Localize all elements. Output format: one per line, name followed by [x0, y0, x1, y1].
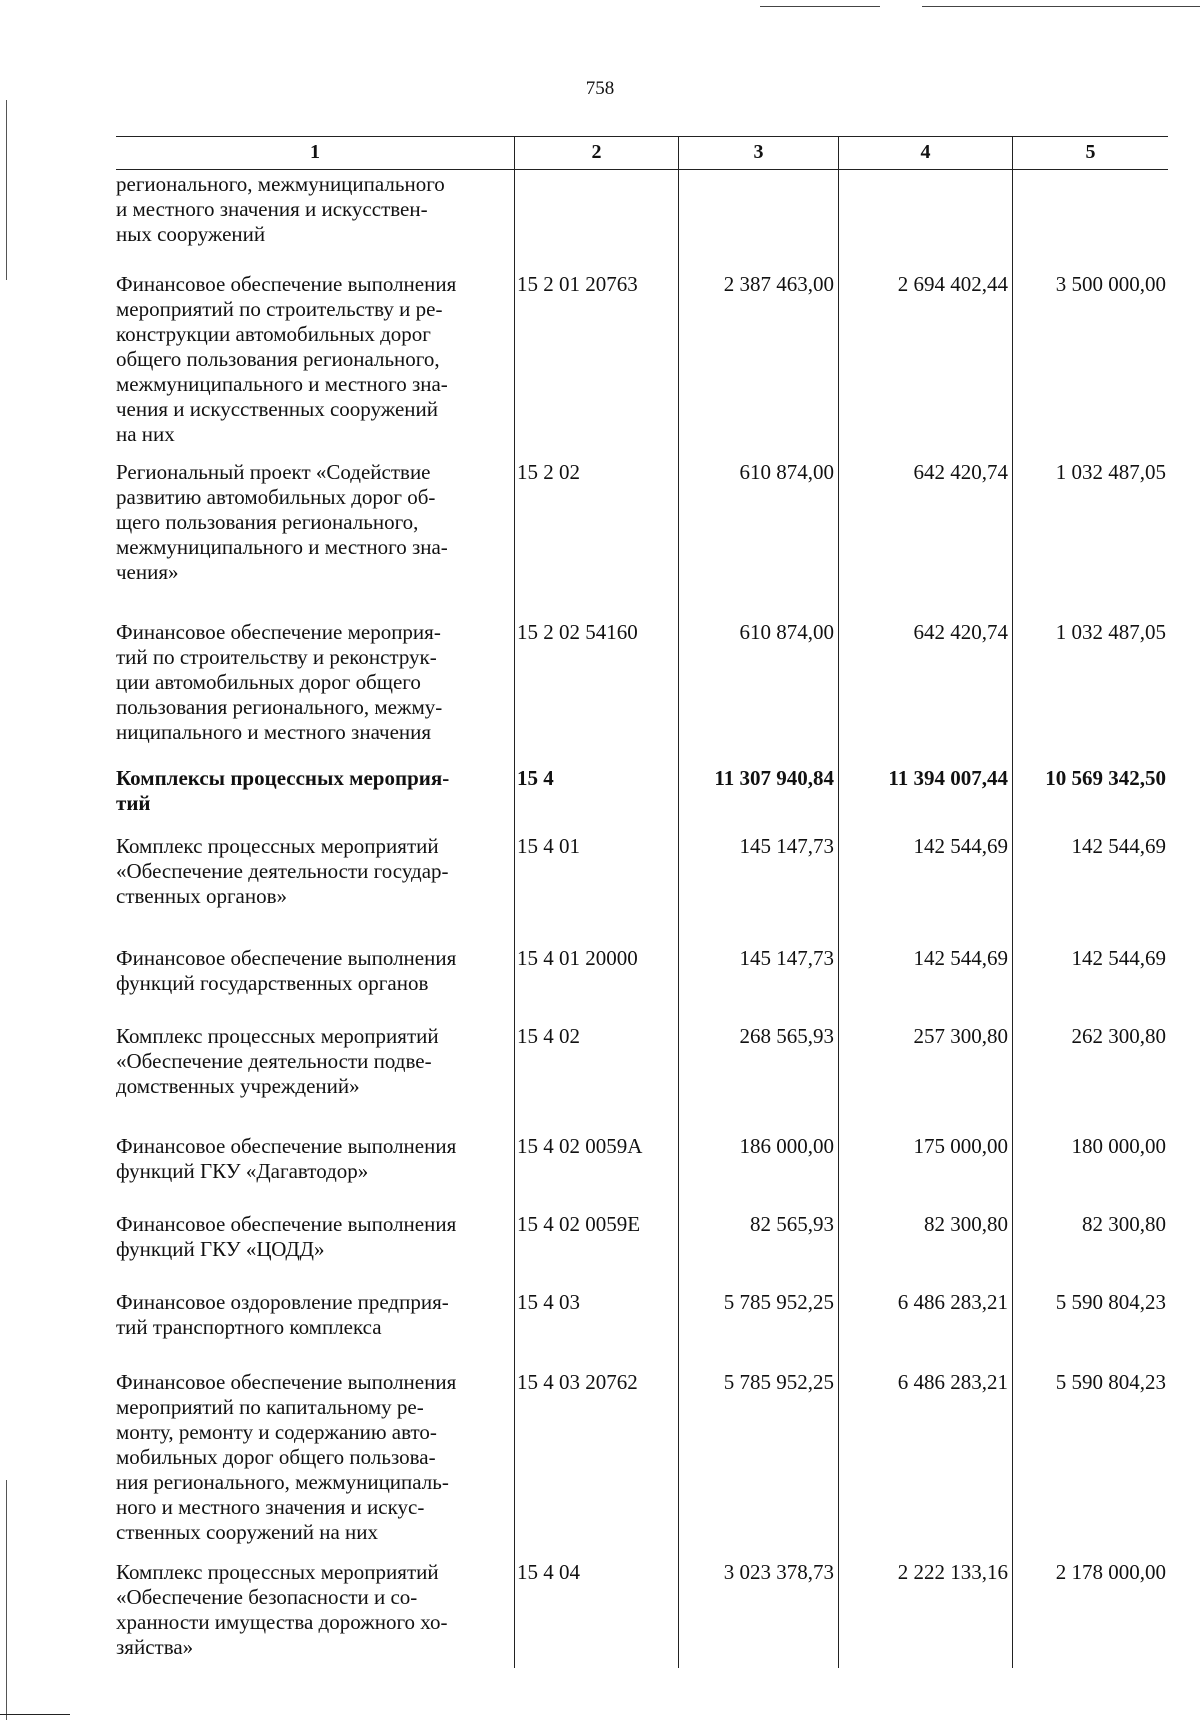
bottom-edge-rule	[0, 1714, 70, 1715]
table-row	[116, 1132, 1168, 1210]
row-value-cell: 610 874,00	[678, 458, 838, 618]
row-value-cell: 3 500 000,00	[1012, 270, 1168, 458]
row-value-cell: 3 023 378,73	[678, 1558, 838, 1668]
table-row	[116, 1368, 1168, 1558]
row-code-cell: 15 4 02 0059А	[514, 1132, 678, 1210]
table-row	[116, 458, 1168, 618]
row-value-cell: 5 785 952,25	[678, 1368, 838, 1558]
row-name-cell: Финансовое обеспечение выполнения функций ГКУ «ЦОДД»	[116, 1212, 457, 1261]
top-edge-rule	[922, 6, 1200, 7]
table-row	[116, 1288, 1168, 1368]
row-value-cell: 180 000,00	[1012, 1132, 1168, 1210]
table-body	[116, 170, 1168, 1668]
row-name-cell: Финансовое обеспечение выполнения функций государственных органов	[116, 946, 457, 995]
row-value-cell: 5 590 804,23	[1012, 1288, 1168, 1368]
row-name-cell: Комплекс процессных мероприятий «Обеспечение деятельности государ- ственных органов»	[116, 834, 449, 908]
row-name-cell: Финансовое обеспечение выполнения мероприятий по капитальному ре- монту, ремонту и содержанию авто- мобильных дорог общего пользова- ния регионального, межмуниципаль- ного и местного значения и искус- ственных сооружений на них	[116, 1370, 457, 1544]
row-value-cell: 2 387 463,00	[678, 270, 838, 458]
row-value-cell: 10 569 342,50	[1012, 764, 1168, 832]
row-value-cell: 6 486 283,21	[838, 1288, 1012, 1368]
row-code-cell: 15 4 01 20000	[514, 944, 678, 1022]
row-value-cell: 2 222 133,16	[838, 1558, 1012, 1668]
row-value-cell: 142 544,69	[1012, 944, 1168, 1022]
row-value-cell: 268 565,93	[678, 1022, 838, 1132]
row-value-cell	[1012, 170, 1168, 270]
row-value-cell: 642 420,74	[838, 618, 1012, 764]
budget-table	[116, 136, 1168, 1668]
row-name-cell: Региональный проект «Содействие развитию автомобильных дорог об- щего пользования регионального, межмуниципального и местного зна- чения»	[116, 460, 448, 584]
row-code-cell	[514, 170, 678, 270]
row-value-cell: 142 544,69	[838, 944, 1012, 1022]
top-edge-rule	[760, 6, 880, 7]
row-name-cell: Финансовое обеспечение мероприя- тий по строительству и реконструк- ции автомобильных дорог общего пользования регионального, межму- ниципального и местного значения	[116, 620, 443, 744]
table-row	[116, 270, 1168, 458]
row-value-cell: 2 694 402,44	[838, 270, 1012, 458]
row-name-cell: Комплекс процессных мероприятий «Обеспечение безопасности и со- хранности имущества дорожного хо- зяйства»	[116, 1560, 448, 1659]
table-row	[116, 1210, 1168, 1288]
row-code-cell: 15 4 03	[514, 1288, 678, 1368]
row-value-cell: 5 785 952,25	[678, 1288, 838, 1368]
row-value-cell: 82 300,80	[1012, 1210, 1168, 1288]
column-header: 2	[514, 137, 678, 169]
row-code-cell: 15 4	[514, 764, 678, 832]
row-name-cell: регионального, межмуниципального и местного значения и искусствен- ных сооружений	[116, 172, 445, 246]
row-code-cell: 15 4 03 20762	[514, 1368, 678, 1558]
row-value-cell: 82 300,80	[838, 1210, 1012, 1288]
table-row	[116, 764, 1168, 832]
row-value-cell: 82 565,93	[678, 1210, 838, 1288]
column-header: 3	[678, 137, 838, 169]
column-header: 4	[838, 137, 1012, 169]
table-header-row	[116, 136, 1168, 170]
row-value-cell: 142 544,69	[1012, 832, 1168, 944]
row-code-cell: 15 4 02	[514, 1022, 678, 1132]
row-value-cell	[838, 170, 1012, 270]
table-row	[116, 832, 1168, 944]
column-header: 5	[1012, 137, 1168, 169]
column-header: 1	[310, 141, 320, 163]
row-code-cell: 15 4 02 0059Е	[514, 1210, 678, 1288]
row-value-cell: 145 147,73	[678, 832, 838, 944]
table-row	[116, 618, 1168, 764]
row-value-cell: 5 590 804,23	[1012, 1368, 1168, 1558]
row-value-cell: 142 544,69	[838, 832, 1012, 944]
left-edge-mark	[6, 100, 7, 280]
row-name-cell: Комплекс процессных мероприятий «Обеспечение деятельности подве- домственных учреждений»	[116, 1024, 439, 1098]
row-value-cell: 1 032 487,05	[1012, 618, 1168, 764]
row-value-cell: 610 874,00	[678, 618, 838, 764]
row-name-cell: Финансовое оздоровление предприя- тий транспортного комплекса	[116, 1290, 449, 1339]
row-value-cell: 257 300,80	[838, 1022, 1012, 1132]
row-value-cell: 6 486 283,21	[838, 1368, 1012, 1558]
table-row	[116, 944, 1168, 1022]
left-edge-mark	[6, 1480, 7, 1720]
row-value-cell: 11 307 940,84	[678, 764, 838, 832]
row-value-cell: 642 420,74	[838, 458, 1012, 618]
table-row	[116, 170, 1168, 270]
table-row	[116, 1022, 1168, 1132]
row-value-cell: 145 147,73	[678, 944, 838, 1022]
row-code-cell: 15 2 02 54160	[514, 618, 678, 764]
row-name-cell: Комплексы процессных мероприя- тий	[116, 766, 450, 815]
row-code-cell: 15 4 04	[514, 1558, 678, 1668]
row-value-cell	[678, 170, 838, 270]
row-name-cell: Финансовое обеспечение выполнения функций ГКУ «Дагавтодор»	[116, 1134, 457, 1183]
row-code-cell: 15 2 01 20763	[514, 270, 678, 458]
row-name-cell: Финансовое обеспечение выполнения мероприятий по строительству и ре- конструкции автомобильных дорог общего пользования регионального, межмуниципального и местного зна- чения и искусственных сооружений на них	[116, 272, 457, 446]
page-number: 758	[585, 78, 615, 99]
row-value-cell: 175 000,00	[838, 1132, 1012, 1210]
row-value-cell: 186 000,00	[678, 1132, 838, 1210]
table-row	[116, 1558, 1168, 1668]
row-value-cell: 1 032 487,05	[1012, 458, 1168, 618]
row-value-cell: 262 300,80	[1012, 1022, 1168, 1132]
row-code-cell: 15 4 01	[514, 832, 678, 944]
row-code-cell: 15 2 02	[514, 458, 678, 618]
row-value-cell: 11 394 007,44	[838, 764, 1012, 832]
row-value-cell: 2 178 000,00	[1012, 1558, 1168, 1668]
